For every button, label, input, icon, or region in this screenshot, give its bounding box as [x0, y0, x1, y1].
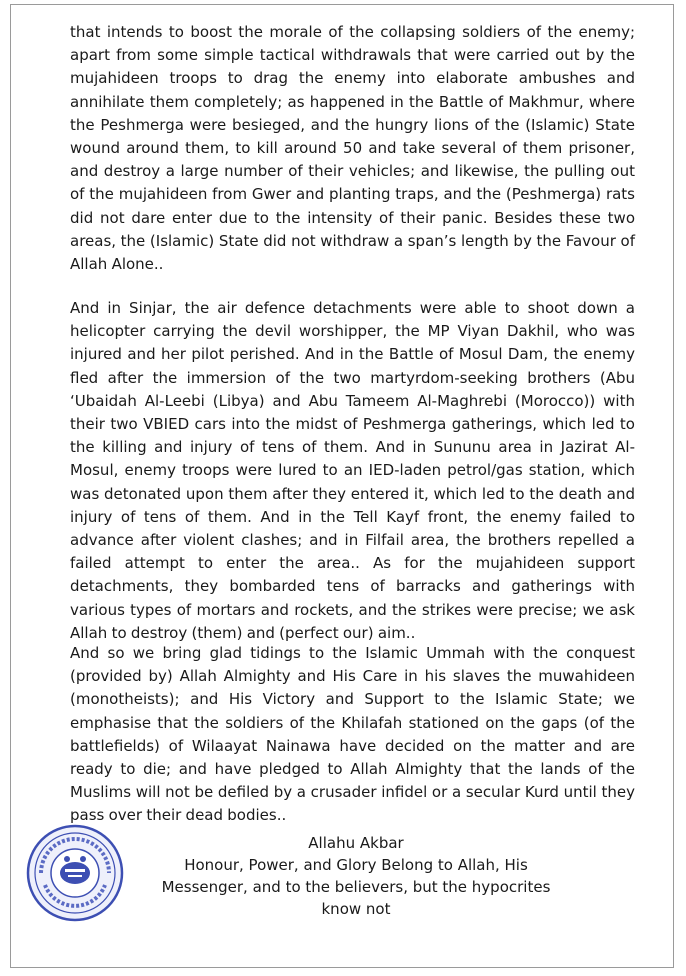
paragraph-makhmur: that intends to boost the morale of the collapsing soldiers of the enemy; apart from some simple tactical withdrawals that were carried out by the mujahideen troops to drag the enemy into elaborate ambushes and annihilate them completely; as happened in the Battle of Makhmur, where the Peshmerga were besieged, and the hungry lions of the (Islamic) State wound around them, to kill around 50 and take several of them prisoner, and destroy a large number of their vehicles; and likewise, the pulling out of the mujahideen from Gwer and planting traps, and the (Peshmerga) rats did not dare enter due to the intensity of their panic. Besides these two areas, the (Islamic) State did not withdraw a span’s length by the Favour of Allah Alone..	[70, 23, 635, 274]
closing-line-3: Messenger, and to the believers, but the hypocrites	[161, 878, 551, 896]
closing-block	[141, 832, 571, 920]
paragraph-sinjar: And in Sinjar, the air defence detachments were able to shoot down a helicopter carrying the devil worshipper, the MP Viyan Dakhil, who was injured and her pilot perished. And in the Battle of Mosul Dam, the enemy fled after the immersion of the two martyrdom-seeking brothers (Abu ‘Ubaidah Al-Leebi (Libya) and Abu Tameem Al-Maghrebi (Morocco)) with their two VBIED cars into the midst of Peshmerga gatherings, which led to the killing and injury of tens of them. And in Sununu area in Jazirat Al-Mosul, enemy troops were lured to an IED-laden petrol/gas station, which was detonated upon them after they entered it, which led to the death and injury of tens of them. And in the Tell Kayf front, the enemy failed to advance after violent clashes; and in Filfail area, the brothers repelled a failed attempt to enter the area.. As for the mujahideen support detachments, they bombarded tens of barracks and gatherings with various types of mortars and rockets, and the strikes were precise; we ask Allah to destroy (them) and (perfect our) aim..	[70, 299, 635, 642]
paragraph-glad-tidings: And so we bring glad tidings to the Islamic Ummah with the conquest (provided by) Allah Almighty and His Care in his slaves the muwahideen (monotheists); and His Victory and Support to the Islamic State; we emphasise that the soldiers of the Khilafah stationed on the gaps (of the battlefields) of Wilaayat Nainawa have decided on the matter and are ready to die; and have pledged to Allah Almighty that the lands of the Muslims will not be defiled by a crusader infidel or a secular Kurd until they pass over their dead bodies..	[70, 644, 635, 825]
seal-stamp-icon	[25, 823, 125, 923]
closing-line-4: know not	[321, 900, 391, 918]
closing-takbir: Allahu Akbar	[308, 834, 404, 852]
document-page	[10, 4, 674, 968]
closing-line-2: Honour, Power, and Glory Belong to Allah, His	[184, 856, 528, 874]
